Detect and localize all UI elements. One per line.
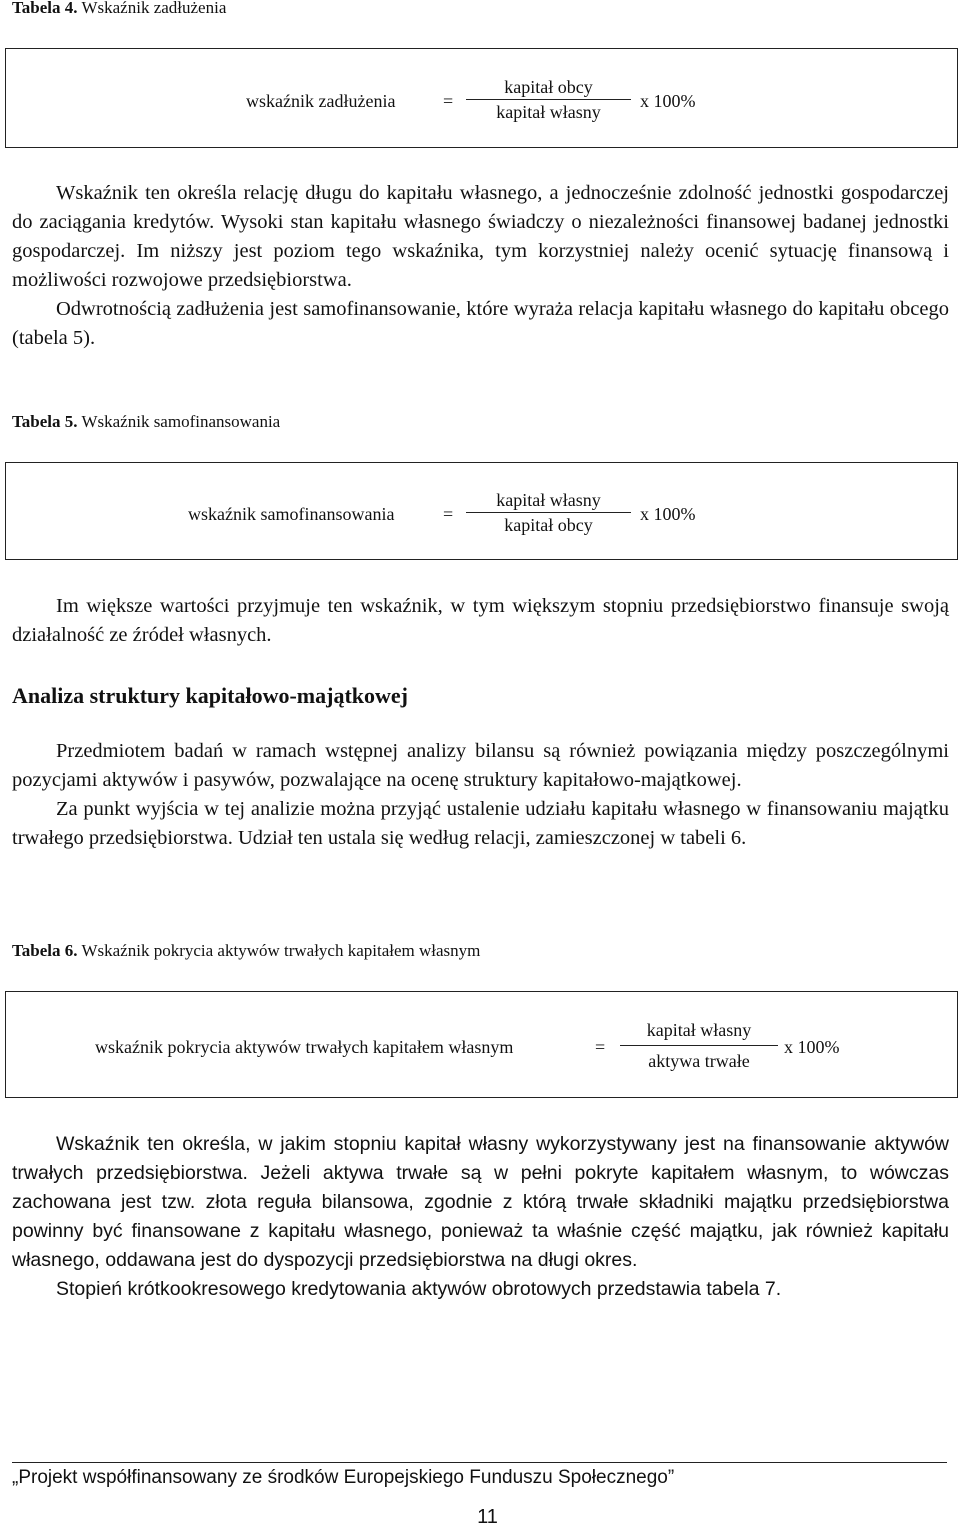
table5-formula-lhs: wskaźnik samofinansowania bbox=[188, 504, 395, 524]
table4-label: Tabela 4. bbox=[12, 0, 78, 17]
table4-formula-eq: = bbox=[443, 91, 454, 111]
table6-denominator: aktywa trwałe bbox=[648, 1051, 750, 1071]
table6-numerator: kapitał własny bbox=[646, 1020, 752, 1040]
table6-formula-lhs: wskaźnik pokrycia aktywów trwałych kapitałem własnym bbox=[95, 1037, 514, 1057]
table4-caption bbox=[12, 0, 226, 18]
table4-numerator: kapitał obcy bbox=[504, 77, 593, 97]
page-number: 11 bbox=[477, 1506, 498, 1528]
paragraph-analiza bbox=[12, 737, 949, 853]
table5-caption bbox=[12, 412, 280, 432]
paragraph-text: Wskaźnik ten określa, w jakim stopniu kapitał własny wykorzystywany jest na finansowanie aktywów trwałych przedsiębiorstwa. Jeżeli aktywa trwałe są w pełni pokryte kapitałem własnym, to wówczas zachowana jest tzw. złota reguła bilansowa, zgodnie z którą trwałe składniki majątku przedsiębiorstwa powinny być finansowane z kapitału własnego, ponieważ ta właśnie część majątku, jak również kapitału własnego, oddawana jest do dyspozycji przedsiębiorstwa na długi okres. bbox=[12, 1133, 949, 1271]
table5-fraction bbox=[466, 489, 631, 536]
table4-fraction-bar bbox=[466, 99, 631, 100]
table6-fraction bbox=[620, 1019, 778, 1072]
paragraph-text: Przedmiotem badań w ramach wstępnej analizy bilansu są również powiązania między poszczególnymi pozycjami aktywów i pasywów, pozwalające na ocenę struktury kapitałowo-majątkowej. bbox=[12, 740, 949, 791]
footer-project-note: „Projekt współfinansowany ze środków Europejskiego Funduszu Społecznego” bbox=[12, 1467, 675, 1488]
section-heading: Analiza struktury kapitałowo-majątkowej bbox=[12, 683, 408, 708]
table6-label: Tabela 6. bbox=[12, 941, 78, 960]
table6-formula-eq: = bbox=[595, 1037, 606, 1057]
table5-formula-eq: = bbox=[443, 504, 454, 524]
table5-label: Tabela 5. bbox=[12, 412, 78, 431]
table5-denominator: kapitał obcy bbox=[504, 515, 593, 535]
paragraph-pokrycie bbox=[12, 1130, 949, 1304]
table6-caption bbox=[12, 941, 480, 961]
table5-numerator: kapitał własny bbox=[496, 490, 601, 510]
paragraph-zadluzenie bbox=[12, 179, 949, 353]
paragraph-text: Odwrotnością zadłużenia jest samofinansowanie, które wyraża relacja kapitału własnego do kapitału obcego (tabela 5). bbox=[12, 298, 949, 349]
table6-formula-multiplier: x 100% bbox=[784, 1037, 840, 1057]
table4-fraction bbox=[466, 76, 631, 123]
table4-denominator: kapitał własny bbox=[496, 102, 601, 122]
table5-formula-multiplier: x 100% bbox=[640, 504, 696, 524]
table5-title: Wskaźnik samofinansowania bbox=[81, 412, 281, 431]
table6-title: Wskaźnik pokrycia aktywów trwałych kapitałem własnym bbox=[81, 941, 481, 960]
paragraph-text: Im większe wartości przyjmuje ten wskaźnik, w tym większym stopniu przedsiębiorstwo finansuje swoją działalność ze źródeł własnych. bbox=[12, 595, 949, 646]
table5-fraction-bar bbox=[466, 512, 631, 513]
paragraph-samofinansowanie bbox=[12, 592, 949, 650]
paragraph-text: Stopień krótkookresowego kredytowania aktywów obrotowych przedstawia tabela 7. bbox=[56, 1278, 782, 1300]
table6-fraction-bar bbox=[620, 1045, 778, 1046]
table4-title: Wskaźnik zadłużenia bbox=[81, 0, 227, 17]
paragraph-text: Wskaźnik ten określa relację długu do kapitału własnego, a jednocześnie zdolność jednostki gospodarczej do zaciągania kredytów. Wysoki stan kapitału własnego świadczy o niezależności finansowej badanej jednostki gospodarczej. Im niższy jest poziom tego wskaźnika, tym korzystniej należy ocenić sytuację finansową i możliwości rozwojowe przedsiębiorstwa. bbox=[12, 182, 949, 291]
footer-divider bbox=[12, 1462, 947, 1463]
table4-formula-lhs: wskaźnik zadłużenia bbox=[246, 91, 396, 111]
paragraph-text: Za punkt wyjścia w tej analizie można przyjąć ustalenie udziału kapitału własnego w finansowaniu majątku trwałego przedsiębiorstwa. Udział ten ustala się według relacji, zamieszczonej w tabeli 6. bbox=[12, 798, 949, 849]
table4-formula-multiplier: x 100% bbox=[640, 91, 696, 111]
